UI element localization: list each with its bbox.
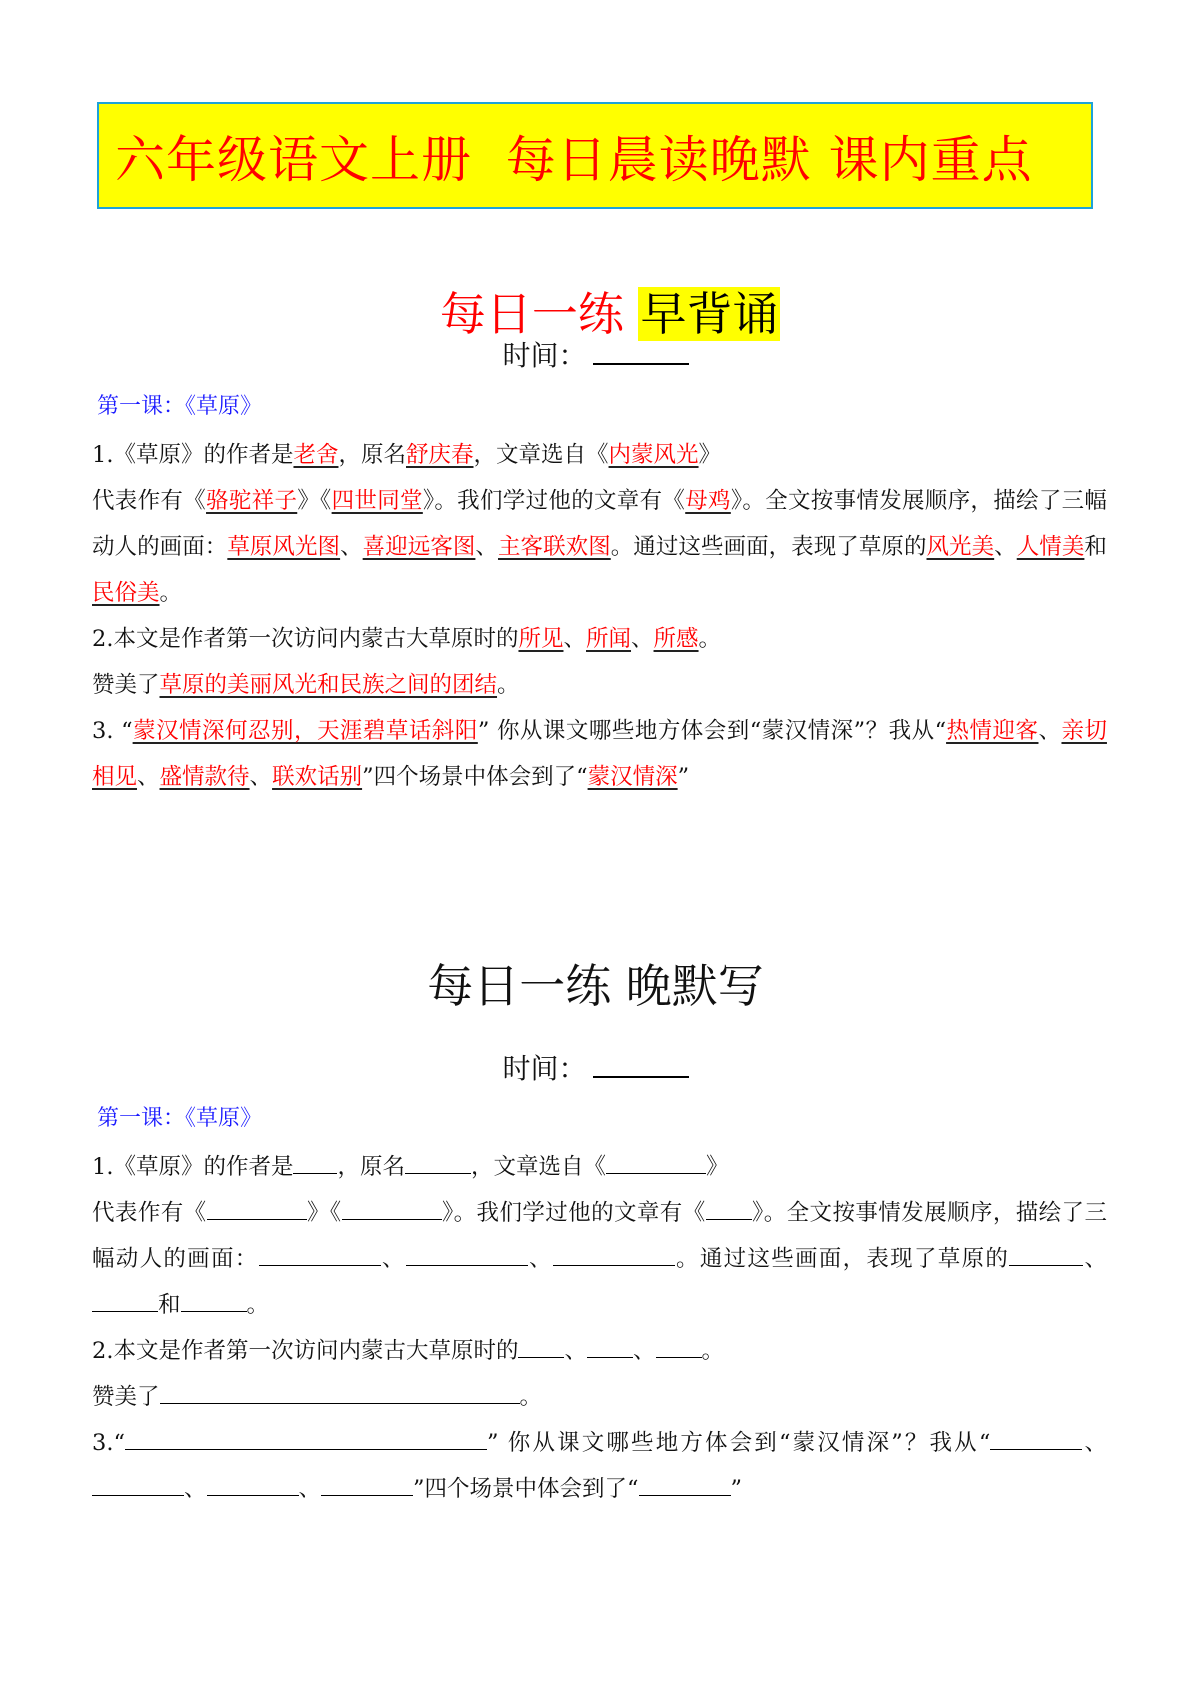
text: 。通过这些画面，表现了草原的 — [610, 534, 927, 560]
text: 。 — [159, 580, 183, 606]
blank-theme[interactable] — [639, 1473, 731, 1496]
q2-praise — [92, 662, 1107, 708]
text: 》。全文按事情发展顺序，描绘了三幅动人的画面： — [92, 1200, 1107, 1272]
q1-body — [92, 478, 1107, 616]
answer-studied-work: 母鸡 — [685, 488, 731, 514]
evening-time-row — [0, 1050, 1191, 1087]
q3 — [92, 1420, 1107, 1512]
text: 、 — [249, 764, 273, 790]
text: 、 — [632, 1338, 656, 1364]
text: 、 — [184, 1476, 207, 1502]
text: 、 — [994, 534, 1017, 560]
text: 、 — [1082, 1430, 1107, 1456]
document-title: 六年级语文上册 每日晨读晚默 课内重点 — [115, 130, 1033, 189]
answer-theme: 蒙汉情深 — [587, 764, 678, 790]
time-label: 时间： — [502, 1052, 587, 1085]
text: 》《 — [306, 1200, 342, 1226]
answer-seen: 所见 — [518, 626, 564, 652]
blank-studied-work[interactable] — [706, 1197, 752, 1220]
time-blank — [593, 1050, 689, 1078]
text: 赞美了 — [92, 672, 160, 698]
text: 和 — [158, 1292, 181, 1318]
blank-work-1[interactable] — [207, 1197, 307, 1220]
blank-scene-hospitality[interactable] — [207, 1473, 299, 1496]
morning-question-1 — [92, 432, 1107, 800]
text: 3.“ — [92, 1430, 125, 1456]
text: 、 — [527, 1246, 553, 1272]
text: 和 — [1084, 534, 1107, 560]
text: 、 — [475, 534, 498, 560]
text: ，原名 — [337, 1154, 405, 1180]
text: ，文章选自《 — [473, 442, 609, 468]
blank-seen[interactable] — [518, 1335, 564, 1358]
text: 代表作有《 — [92, 1200, 207, 1226]
text: ” 你从课文哪些地方体会到“蒙汉情深”？我从“ — [477, 718, 947, 744]
evening-questions — [92, 1144, 1107, 1512]
morning-time-row — [0, 337, 1191, 374]
text: 、 — [1038, 718, 1062, 744]
blank-scene-welcome[interactable] — [990, 1427, 1082, 1450]
text: ”四个场景中体会到了“ — [362, 764, 588, 790]
answer-original-name: 舒庆春 — [406, 442, 474, 468]
text: ，原名 — [338, 442, 406, 468]
q1-line-1 — [92, 432, 1107, 478]
answer-felt: 所感 — [653, 626, 699, 652]
text: 》 — [706, 1154, 729, 1180]
blank-heard[interactable] — [587, 1335, 633, 1358]
answer-heard: 所闻 — [586, 626, 632, 652]
blank-original-name[interactable] — [405, 1151, 471, 1174]
blank-scene-2[interactable] — [406, 1243, 528, 1266]
text: 赞美了 — [92, 1384, 160, 1410]
answer-beauty-2: 人情美 — [1016, 534, 1085, 560]
text: 、 — [137, 764, 160, 790]
morning-section-title — [0, 230, 1191, 342]
blank-poem-line[interactable] — [125, 1427, 487, 1450]
text: 。 — [497, 672, 520, 698]
answer-scene-welcome: 热情迎客 — [946, 718, 1039, 744]
answer-scene-2: 喜迎远客图 — [362, 534, 476, 560]
text: 1.《草原》的作者是 — [92, 442, 294, 468]
answer-scene-farewell: 联欢话别 — [272, 764, 363, 790]
text: 》《 — [297, 488, 332, 514]
time-label: 时间： — [502, 339, 587, 372]
blank-source[interactable] — [606, 1151, 706, 1174]
text: 》 — [698, 442, 722, 468]
answer-source: 内蒙风光 — [608, 442, 699, 468]
q2-praise — [92, 1374, 1107, 1420]
text: ”四个场景中体会到了“ — [413, 1476, 639, 1502]
text: 。 — [701, 1338, 725, 1364]
answer-praise: 草原的美丽风光和民族之间的团结 — [159, 672, 498, 698]
text: 2.本文是作者第一次访问内蒙古大草原时的 — [92, 1338, 519, 1364]
blank-beauty-2[interactable] — [92, 1289, 158, 1312]
text: 》。我们学过他的文章有《 — [441, 1200, 706, 1226]
morning-title-prefix: 每日一练 — [439, 287, 639, 341]
text: ” — [677, 764, 690, 790]
blank-felt[interactable] — [656, 1335, 702, 1358]
morning-title-highlight: 早背诵 — [640, 287, 779, 341]
blank-praise[interactable] — [160, 1381, 520, 1404]
answer-scene-meet: 亲切相见 — [92, 718, 1107, 790]
text: 、 — [564, 1338, 587, 1364]
text: ” 你从课文哪些地方体会到“蒙汉情深”？我从“ — [486, 1430, 991, 1456]
answer-work-2: 四世同堂 — [331, 488, 423, 514]
answer-beauty-1: 风光美 — [926, 534, 995, 560]
answer-poem-line: 蒙汉情深何忍别，天涯碧草话斜阳 — [132, 718, 478, 744]
answer-beauty-3: 民俗美 — [92, 580, 160, 606]
evening-lesson-heading: 第一课：《草原》 — [97, 1106, 263, 1131]
q1-body — [92, 1190, 1107, 1328]
q2 — [92, 616, 1107, 662]
text: 、 — [340, 534, 363, 560]
answer-author: 老舍 — [293, 442, 339, 468]
morning-lesson-heading: 第一课：《草原》 — [97, 394, 263, 419]
text: 。通过这些画面，表现了草原的 — [674, 1246, 1010, 1272]
blank-scene-3[interactable] — [553, 1243, 675, 1266]
blank-scene-farewell[interactable] — [321, 1473, 413, 1496]
blank-work-2[interactable] — [342, 1197, 442, 1220]
text: 、 — [298, 1476, 322, 1502]
text: 、 — [1083, 1246, 1107, 1272]
title-banner — [97, 102, 1093, 209]
text: 》。我们学过他的文章有《 — [422, 488, 686, 514]
text: 1.《草原》的作者是 — [92, 1154, 294, 1180]
text: 。 — [698, 626, 722, 652]
text: 、 — [380, 1246, 406, 1272]
text: 、 — [563, 626, 586, 652]
evening-section-title: 每日一练 晚默写 — [427, 959, 764, 1013]
q3 — [92, 708, 1107, 800]
answer-scene-3: 主客联欢图 — [497, 534, 611, 560]
text: 2.本文是作者第一次访问内蒙古大草原时的 — [92, 626, 519, 652]
answer-scene-hospitality: 盛情款待 — [159, 764, 250, 790]
text: ，文章选自《 — [470, 1154, 606, 1180]
time-blank — [593, 337, 689, 365]
q2 — [92, 1328, 1107, 1374]
blank-scene-1[interactable] — [259, 1243, 381, 1266]
text: 。 — [519, 1384, 543, 1410]
text: 3. “ — [92, 718, 133, 744]
text: 代表作有《 — [92, 488, 207, 514]
text: ” — [730, 1476, 743, 1502]
blank-author[interactable] — [293, 1151, 337, 1174]
blank-beauty-1[interactable] — [1009, 1243, 1083, 1266]
blank-beauty-3[interactable] — [181, 1289, 247, 1312]
q1-line-1 — [92, 1144, 1107, 1190]
text: 》。全文按事情发展顺序，描绘了三幅动人的画面： — [92, 488, 1107, 560]
text: 。 — [246, 1292, 270, 1318]
blank-scene-meet[interactable] — [92, 1473, 184, 1496]
answer-scene-1: 草原风光图 — [227, 534, 341, 560]
answer-work-1: 骆驼祥子 — [206, 488, 298, 514]
text: 、 — [631, 626, 654, 652]
